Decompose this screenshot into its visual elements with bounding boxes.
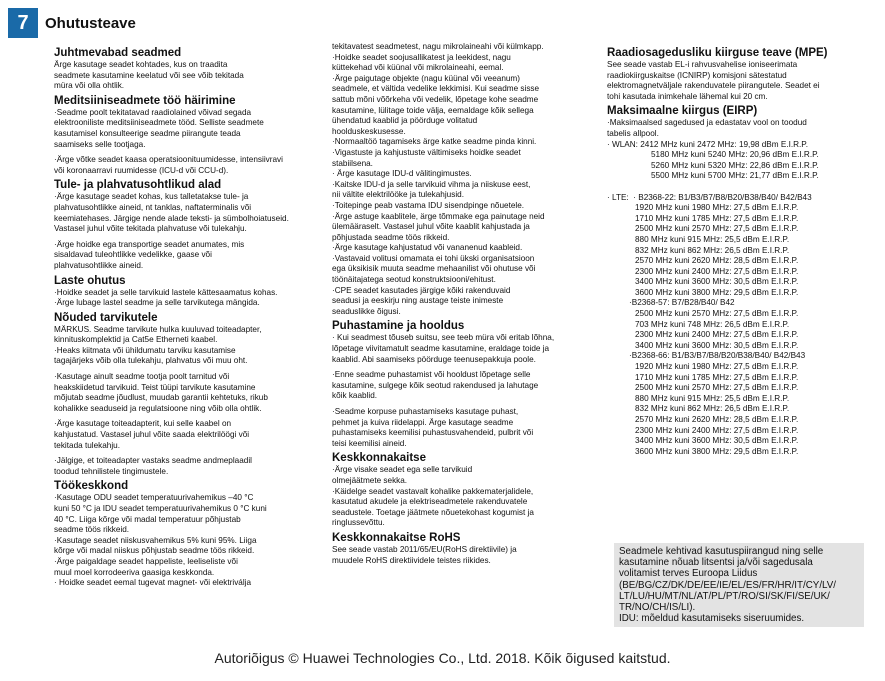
eirp-rate-line: 5180 MHz kuni 5240 MHz: 20,96 dBm E.I.R.P.	[651, 150, 819, 160]
eirp-rate-line: 2300 MHz kuni 2400 MHz: 27,5 dBm E.I.R.P.	[635, 330, 799, 340]
eirp-rate-line: 1920 MHz kuni 1980 MHz: 27,5 dBm E.I.R.P.	[635, 203, 799, 213]
section-paragraph: See seade vastab 2011/65/EU(RoHS direktiivile) ja muudele RoHS direktiividele teistes riikides.	[332, 544, 517, 565]
eirp-rate-line: 703 MHz kuni 748 MHz: 26,5 dBm E.I.R.P.	[635, 319, 790, 329]
eirp-rate-line: 832 MHz kuni 862 MHz: 26,5 dBm E.I.R.P.	[635, 245, 790, 255]
usage-restriction-notice: Seadmele kehtivad kasutuspiirangud ning selle kasutamine nõuab litsentsi ja/või sagedusala volitamist terves Euroopa Liidus (BE/BG/CZ/DK/DE/EE/IE/EL/ES/FR/HR/IT/CY/LV/ LT/LU/HU/MT/NL/AT/PL/PT/RO/SI/SK/FI/SE/UK/ TR/NO/CH/IS/LI). IDU: mõeldud kasutamiseks siseruumides.	[614, 543, 864, 627]
section-paragraph: ·Enne seadme puhastamist või hooldust lõpetage selle kasutamine, sulgege kõik seotud rakendused ja lahutage kõik kaablid.	[332, 370, 539, 401]
eirp-rate-line: 3600 MHz kuni 3800 MHz: 29,5 dBm E.I.R.P.	[635, 446, 799, 456]
eirp-rate-list	[607, 140, 879, 458]
eirp-intro: ·Maksimaalsed sagedused ja edastatav vool on toodud tabelis allpool.	[607, 118, 807, 138]
eirp-rate-line: 3400 MHz kuni 3600 MHz: 30,5 dBm E.I.R.P.	[635, 436, 799, 446]
section-paragraph: ·Ärge kasutage seadet kohas, kus talletatakse tule- ja plahvatusohtlikke aineid, nt tanklas, naftaterminalis või keemiatehases. Järgige nende alade teksti- ja sümbolhoiatuseid. Vastasel juhul võite tekitada plahvatuse või tulekahju.	[54, 192, 289, 234]
section-paragraph: ·Ärge hoidke ega transportige seadet anumates, mis sisaldavad tuleohtlikke vedelikke, gaase või plahvatusohtlikke aineid.	[54, 239, 245, 270]
eirp-rate-line: 3600 MHz kuni 3800 MHz: 29,5 dBm E.I.R.P.	[635, 287, 799, 297]
section-heading: Keskkonnakaitse RoHS	[332, 531, 461, 544]
column-middle	[332, 42, 600, 566]
eirp-rate-line: · WLAN: 2412 MHz kuni 2472 MHz: 19,98 dBm E.I.R.P.	[607, 139, 808, 149]
section-heading: Meditsiiniseadmete töö häirimine	[54, 94, 236, 107]
section-paragraph: ·Ärge visake seadet ega selle tarvikuid olmejäätmete sekka. ·Käidelge seadet vastavalt kohalike pakkematerjalidele, kasutatud akudele ja elektriseadmetele rakenduvatele seadustele. Toetage jäätmete nõuetekohast kogumist ja ringlussevõttu.	[332, 465, 534, 528]
eirp-rate-line: 1710 MHz kuni 1785 MHz: 27,5 dBm E.I.R.P.	[635, 213, 799, 223]
section-paragraph: ·Seadme korpuse puhastamiseks kasutage puhast, pehmet ja kuiva riidelappi. Ärge kasutage seadme puhastamiseks keemilisi puhastusvahendeid, pulbrit või teisi keemilisi aineid.	[332, 407, 534, 448]
section-paragraph: ·Jälgige, et toiteadapter vastaks seadme andmeplaadil toodud tehnilistele tingimustele.	[54, 456, 252, 476]
section-header	[8, 8, 136, 38]
section-heading: Nõuded tarvikutele	[54, 311, 158, 324]
section-heading: Laste ohutus	[54, 274, 126, 287]
eirp-rate-line: 2570 MHz kuni 2620 MHz: 28,5 dBm E.I.R.P.	[635, 415, 799, 424]
section-paragraph: Ärge kasutage seadet kohtades, kus on traadita seadmete kasutamine keelatud või see võib tekitada müra või olla ohtlik.	[54, 60, 244, 91]
eirp-rate-line	[607, 182, 879, 193]
section-paragraph: ·Hoidke seadet ja selle tarvikuid lastele kättesaamatus kohas. ·Ärge lubage lastel seadme ja selle tarvikutega mängida.	[54, 287, 278, 308]
column-right	[607, 44, 879, 457]
eirp-rate-line: 3400 MHz kuni 3600 MHz: 30,5 dBm E.I.R.P.	[635, 340, 799, 350]
section-heading: Tule- ja plahvatusohtlikud alad	[54, 179, 222, 192]
section-paragraph: ·Ärge kasutage toiteadapterit, kui selle kaabel on kahjustatud. Vastasel juhul võite saada elektrilöögi või tekitada tulekahju.	[54, 419, 250, 450]
eirp-rate-line: 1920 MHz kuni 1980 MHz: 27,5 dBm E.I.R.P.	[635, 362, 799, 372]
eirp-rate-line: 3400 MHz kuni 3600 MHz: 30,5 dBm E.I.R.P.	[635, 277, 799, 287]
mpe-text: See seade vastab EL-i rahvusvahelise ioniseerimata raadiokiirguskaitse (ICNIRP) komisjoni sätestatud elektromagnetväljale rakenduvatele piirangutele. Seadet ei tohi kasutada inimkehale lähemal kui 20 cm.	[607, 60, 820, 101]
section-paragraph: ·Kasutage ainult seadme tootja poolt tarnitud või heakskiidetud tarvikuid. Teist tüüpi tarvikute kasutamine mõjutab seadme jõudlust, muudab garantii kehtetuks, rikub kohalikke seaduseid ja regulatsioone ning võib olla ohtlik.	[54, 372, 268, 413]
section-heading: Keskkonnakaitse	[332, 452, 426, 465]
column-left	[54, 44, 326, 589]
eirp-rate-line: 5260 MHz kuni 5320 MHz: 22,86 dBm E.I.R.P.	[651, 160, 819, 170]
section-paragraph: ·Ärge võtke seadet kaasa operatsioonituumidesse, intensiivravi või koronaarravi ruumidesse (ICU-d või CCU-d).	[54, 155, 283, 175]
section-paragraph: · Kui seadmest tõuseb suitsu, see teeb müra või eritab lõhna, lõpetage viivitamatult seadme kasutamine, eraldage toide ja kaablid. Abi saamiseks pöörduge teenusepakkuja poole.	[332, 333, 555, 364]
section-heading: Puhastamine ja hooldus	[332, 320, 465, 333]
copyright-footer: Autoriõigus © Huawei Technologies Co., Ltd. 2018. Kõik õigused kaitstud.	[214, 650, 671, 666]
section-paragraph: ·Seadme poolt tekitatavad raadiolained võivad segada elektrooniliste meditsiiniseadmete tööd. Selliste seadmete kasutamisel konsulteerige seadme piirangute teada saamiseks selle tootjaga.	[54, 107, 264, 149]
section-title: Ohutusteave	[45, 14, 136, 32]
section-heading: Töökeskkond	[54, 480, 129, 493]
eirp-rate-line: 2500 MHz kuni 2570 MHz: 27,5 dBm E.I.R.P.	[635, 309, 799, 319]
eirp-rate-line: 2500 MHz kuni 2570 MHz: 27,5 dBm E.I.R.P.	[635, 383, 799, 393]
eirp-rate-line: 2500 MHz kuni 2570 MHz: 27,5 dBm E.I.R.P.	[635, 224, 799, 234]
eirp-rate-line: · LTE: · B2368-22: B1/B3/B7/B8/B20/B38/B40/ B42/B43	[607, 192, 812, 202]
eirp-rate-line: ·B2368-57: B7/B28/B40/ B42	[629, 298, 735, 308]
section-number-badge: 7	[8, 8, 38, 38]
eirp-rate-line: 2300 MHz kuni 2400 MHz: 27,5 dBm E.I.R.P.	[635, 266, 799, 276]
eirp-rate-line: 880 MHz kuni 915 MHz: 25,5 dBm E.I.R.P.	[635, 393, 790, 403]
mpe-heading: Raadiosagedusliku kiirguse teave (MPE)	[607, 47, 828, 59]
section-paragraph: tekitavatest seadmetest, nagu mikrolaineahi või külmkapp. ·Hoidke seadet soojusallikatest ja leekidest, nagu küttekehad või küünal või mikrolaineahi, eemal. ·Ärge paigutage objekte (nagu küünal või veeanum) seadmele, et vältida vedelike lekkimisi. Kui seadme sisse sattub mõni võõrkeha või vedelik, lõpetage kohe seadme kasutamine, lülitage toide välja, eemaldage kõik sellega ühendatud kaablid ja pöörduge volitatud hoolduskeskusesse. ·Normaaltöö tagamiseks ärge katke seadme pinda kinni. ·Vigastuste ja kahjustuste vältimiseks hoidke seadet stabiilsena. · Ärge kasutage IDU-d välitingimustes. ·Kaitske IDU-d ja selle tarvikuid vihma ja niiskuse eest, nii vältite elektrilööke ja tulekahjusid. ·Toitepinge peab vastama IDU sisendpinge nõuetele. ·Ärge astuge kaablitele, ärge tõmmake ega painutage neid ülemääraselt. Vastasel juhul võite kaablit kahjustada ja põhjustada seadme töös rikkeid. ·Ärge kasutage kahjustatud või vananenud kaableid. ·Vastavaid volitusi omamata ei tohi ükski organisatsioon ega üksikisik muuta seadme mehaanilist või ohutuse või töönäitajatega seotud konstruktsiooni/ehitust. ·CPE seadet kasutades järgige kõiki rakenduvaid seadusi ja eeskirju ning austage teiste inimeste seaduslikke õigusi.	[332, 42, 545, 316]
eirp-rate-line: 1710 MHz kuni 1785 MHz: 27,5 dBm E.I.R.P.	[635, 372, 799, 382]
eirp-heading: Maksimaalne kiirgus (EIRP)	[607, 105, 758, 118]
section-heading: Juhtmevabad seadmed	[54, 47, 182, 59]
eirp-rate-line: 5500 MHz kuni 5700 MHz: 21,77 dBm E.I.R.P.	[651, 171, 819, 181]
eirp-rate-line: 832 MHz kuni 862 MHz: 26,5 dBm E.I.R.P.	[635, 404, 790, 414]
section-paragraph: MÄRKUS. Seadme tarvikute hulka kuuluvad toiteadapter, kinnituskomplektid ja Cat5e Etherneti kaabel. ·Heaks kiitmata või ühildumatu tarviku kasutamise tagajärjeks võib olla tulekahju, plahvatus või muu oht.	[54, 324, 262, 366]
eirp-rate-line: 880 MHz kuni 915 MHz: 25,5 dBm E.I.R.P.	[635, 234, 790, 244]
eirp-rate-line: 2300 MHz kuni 2400 MHz: 27,5 dBm E.I.R.P.	[635, 425, 799, 435]
eirp-rate-line: 2570 MHz kuni 2620 MHz: 28,5 dBm E.I.R.P.	[635, 256, 799, 266]
eirp-rate-line: ·B2368-66: B1/B3/B7/B8/B20/B38/B40/ B42/B43	[629, 351, 806, 361]
section-paragraph: ·Kasutage ODU seadet temperatuurivahemikus –40 °C kuni 50 °C ja IDU seadet temperatuurivahemikus 0 °C kuni 40 °C. Liiga kõrge või madal temperatuur põhjustab seadme töös rikkeid. ·Kasutage seadet niiskusvahemikus 5% kuni 95%. Liiga kõrge või madal niiskus põhjustab seadme töös rikkeid. ·Ärge paigaldage seadet happeliste, leeliseliste või muul moel korrodeeriva gaasiga keskkonda. · Hoidke seadet eemal tugevat magnet- või elektriválja	[54, 493, 267, 588]
